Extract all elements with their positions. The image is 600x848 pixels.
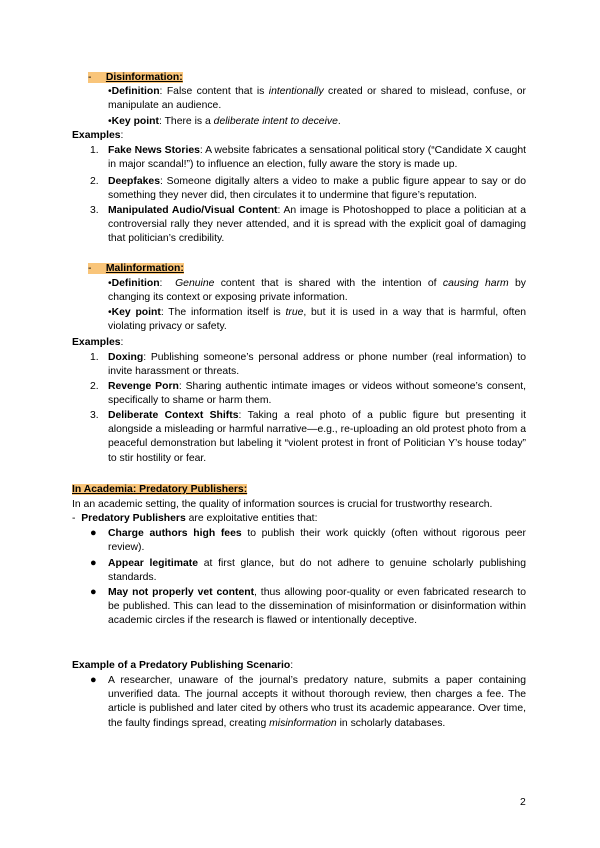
malinformation-definition: •Definition: Genuine content that is shared with the intention of causing harm by changing its context or exposing private information. — [108, 278, 526, 304]
malinfo-example-item: Revenge Porn: Sharing authentic intimate images or videos without someone’s consent, specifically to shame or harm them. — [108, 381, 526, 407]
disinfo-example-item: Manipulated Audio/Visual Content: An image is Photoshopped to place a politician at a controversial rally they never attended, and it is spread with the explicit goal of damaging that politician’s credibility. — [108, 205, 526, 245]
malinfo-example-number: 3. — [90, 410, 99, 421]
page-number: 2 — [520, 797, 526, 808]
bullet-dot: ● — [90, 674, 97, 686]
malinfo-example-item: Doxing: Publishing someone’s personal address or phone number (real information) to invite harassment or threats. — [108, 352, 526, 378]
predatory-bullet: May not properly vet content, thus allowing poor-quality or even fabricated research to be published. This can lead to the dissemination of misinformation or disinformation within academic circles if the research is flawed or intentionally deceptive. — [108, 587, 526, 627]
disinfo-example-number: 1. — [90, 145, 99, 156]
predatory-publishers-intro: - Predatory Publishers are exploitative entities that: — [72, 513, 318, 524]
disinformation-examples-label: Examples: — [72, 130, 124, 141]
malinfo-example-item: Deliberate Context Shifts: Taking a real photo of a public figure but presenting it alongside a misleading or harmful narrative—e.g., re-uploading an old protest photo from a peaceful demonstration but labeling it “violent protest in front of Politician Y’s house today” to stir hostility or fear. — [108, 410, 526, 464]
predatory-bullet: Appear legitimate at first glance, but do not adhere to genuine scholarly publishing standards. — [108, 558, 526, 584]
bullet-dot: ● — [90, 527, 97, 539]
malinformation-keypoint: •Key point: The information itself is true, but it is used in a way that is harmful, often violating privacy or safety. — [108, 307, 526, 333]
disinformation-definition: •Definition: False content that is intentionally created or shared to mislead, confuse, or manipulate an audience. — [108, 86, 526, 112]
malinformation-heading: - Malinformation: — [88, 263, 184, 274]
disinformation-keypoint: •Key point: There is a deliberate intent to deceive. — [108, 116, 341, 127]
disinfo-example-item: Deepfakes: Someone digitally alters a video to make a public figure appear to say or do something they never did, then circulates it to undermine that figure’s reputation. — [108, 176, 526, 202]
scenario-heading: Example of a Predatory Publishing Scenario: — [72, 660, 294, 671]
bullet-dot: ● — [90, 586, 97, 598]
disinfo-example-number: 3. — [90, 205, 99, 216]
predatory-bullet: Charge authors high fees to publish their work quickly (often without rigorous peer review). — [108, 528, 526, 554]
disinfo-example-item: Fake News Stories: A website fabricates a sensational political story (“Candidate X caught in major scandal!”) to influence an election, fully aware the story is made up. — [108, 145, 526, 171]
academia-intro: In an academic setting, the quality of information sources is crucial for trustworthy research. — [72, 499, 493, 510]
malinfo-example-number: 2. — [90, 381, 99, 392]
bullet-dot: ● — [90, 557, 97, 569]
academia-heading: In Academia: Predatory Publishers: — [72, 484, 248, 495]
scenario-text: A researcher, unaware of the journal’s predatory nature, submits a paper containing unverified data. The journal accepts it without thorough review, then charges a fee. The article is published and later cited by others who trust its academic appearance. Over time, the faulty findings spread, creating misinformation in scholarly databases. — [108, 675, 526, 729]
disinformation-heading: - Disinformation: — [88, 72, 183, 83]
malinfo-example-number: 1. — [90, 352, 99, 363]
malinformation-examples-label: Examples: — [72, 337, 124, 348]
disinfo-example-number: 2. — [90, 176, 99, 187]
